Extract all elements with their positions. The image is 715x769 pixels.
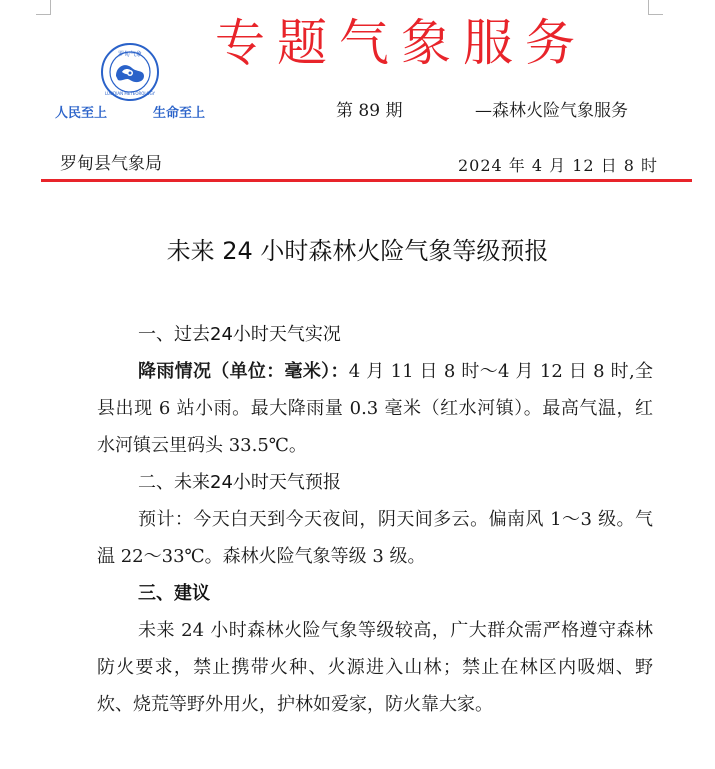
section-2-heading: 二、未来24小时天气预报 (138, 472, 341, 493)
logo-slogan (55, 102, 205, 121)
issuing-bureau: 罗甸县气象局 (60, 154, 162, 174)
document-title: 未来 24 小时森林火险气象等级预报 (166, 237, 549, 265)
section-1-heading: 一、过去24小时天气实况 (138, 324, 341, 345)
document-body (97, 316, 653, 723)
header-title: 专题气象服务 (215, 14, 587, 72)
logo-text-top: 罗甸气象 (117, 51, 143, 58)
section-2-paragraph: 预计：今天白天到今天夜间，阴天间多云。偏南风 1～3 级。气温 22～33℃。森林火险气象等级 3 级。 (97, 509, 653, 567)
section-3-heading: 三、建议 (138, 583, 210, 604)
rainfall-text: 4 月 11 日 8 时～4 月 12 日 8 时,全县出现 6 站小雨。最大降雨量 0.3 毫米（红水河镇）。最高气温，红水河镇云里码头 33.5℃。 (97, 361, 653, 456)
issue-date: 2024 年 4 月 12 日 8 时 (458, 156, 659, 175)
header-divider (41, 179, 692, 182)
section-3-paragraph: 未来 24 小时森林火险气象等级较高，广大群众需严格遵守森林防火要求，禁止携带火种、火源进入山林；禁止在林区内吸烟、野炊、烧荒等野外用火，护林如爱家，防火靠大家。 (97, 620, 653, 715)
section-1-paragraph (97, 353, 653, 464)
rainfall-label: 降雨情况（单位：毫米）： (138, 361, 349, 382)
margin-mark-top-left (36, 0, 51, 15)
slogan-left: 人民至上 (55, 106, 108, 121)
issue-number: 第 89 期 (336, 101, 403, 121)
meteorology-emblem-icon (100, 42, 160, 102)
logo-text-ring: LUODIAN METEOROLOGY (105, 91, 155, 96)
service-name: —森林火险气象服务 (475, 101, 628, 121)
bureau-logo (55, 42, 205, 128)
margin-mark-top-right (648, 0, 663, 15)
slogan-right: 生命至上 (152, 106, 205, 121)
